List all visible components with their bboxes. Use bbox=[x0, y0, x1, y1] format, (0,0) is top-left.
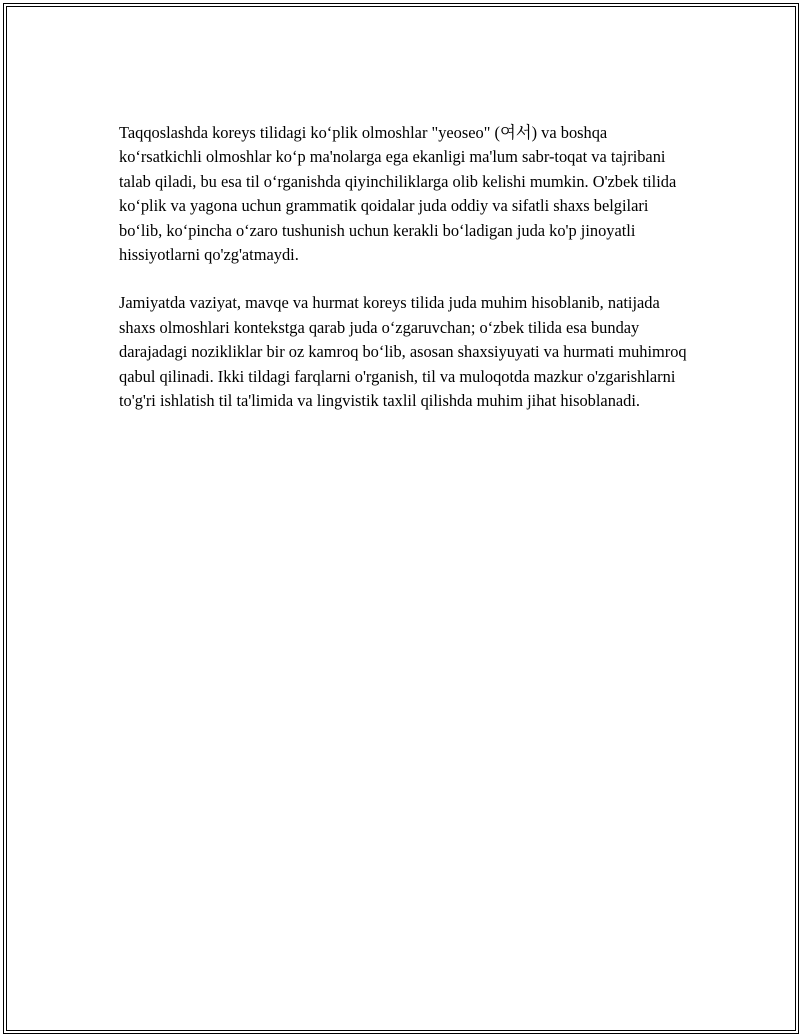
document-body bbox=[119, 121, 689, 437]
paragraph-1: Taqqoslashda koreys tilidagi ko‘plik olmoshlar "yeoseo" (여서) va boshqa ko‘rsatkichli olmoshlar ko‘p ma'nolarga ega ekanligi ma'lum sabr-toqat va tajribani talab qiladi, bu esa til o‘rganishda qiyinchiliklarga olib kelishi mumkin. O'zbek tilida ko‘plik va yagona uchun grammatik qoidalar juda oddiy va sifatli shaxs belgilari bo‘lib, ko‘pincha o‘zaro tushunish uchun kerakli bo‘ladigan juda ko'p jinoyatli hissiyotlarni qo'zg'atmaydi. bbox=[119, 123, 677, 265]
paragraph-2: Jamiyatda vaziyat, mavqe va hurmat koreys tilida juda muhim hisoblanib, natijada shaxs olmoshlari kontekstga qarab juda o‘zgaruvchan; o‘zbek tilida esa bunday darajadagi nozikliklar bir oz kamroq bo‘lib, asosan shaxsiyuyati va hurmati muhimroq qabul qilinadi. Ikki tildagi farqlarni o'rganish, til va muloqotda mazkur o'zgarishlarni to'g'ri ishlatish til ta'limida va lingvistik taxlil qilishda muhim jihat hisoblanadi. bbox=[119, 293, 687, 411]
